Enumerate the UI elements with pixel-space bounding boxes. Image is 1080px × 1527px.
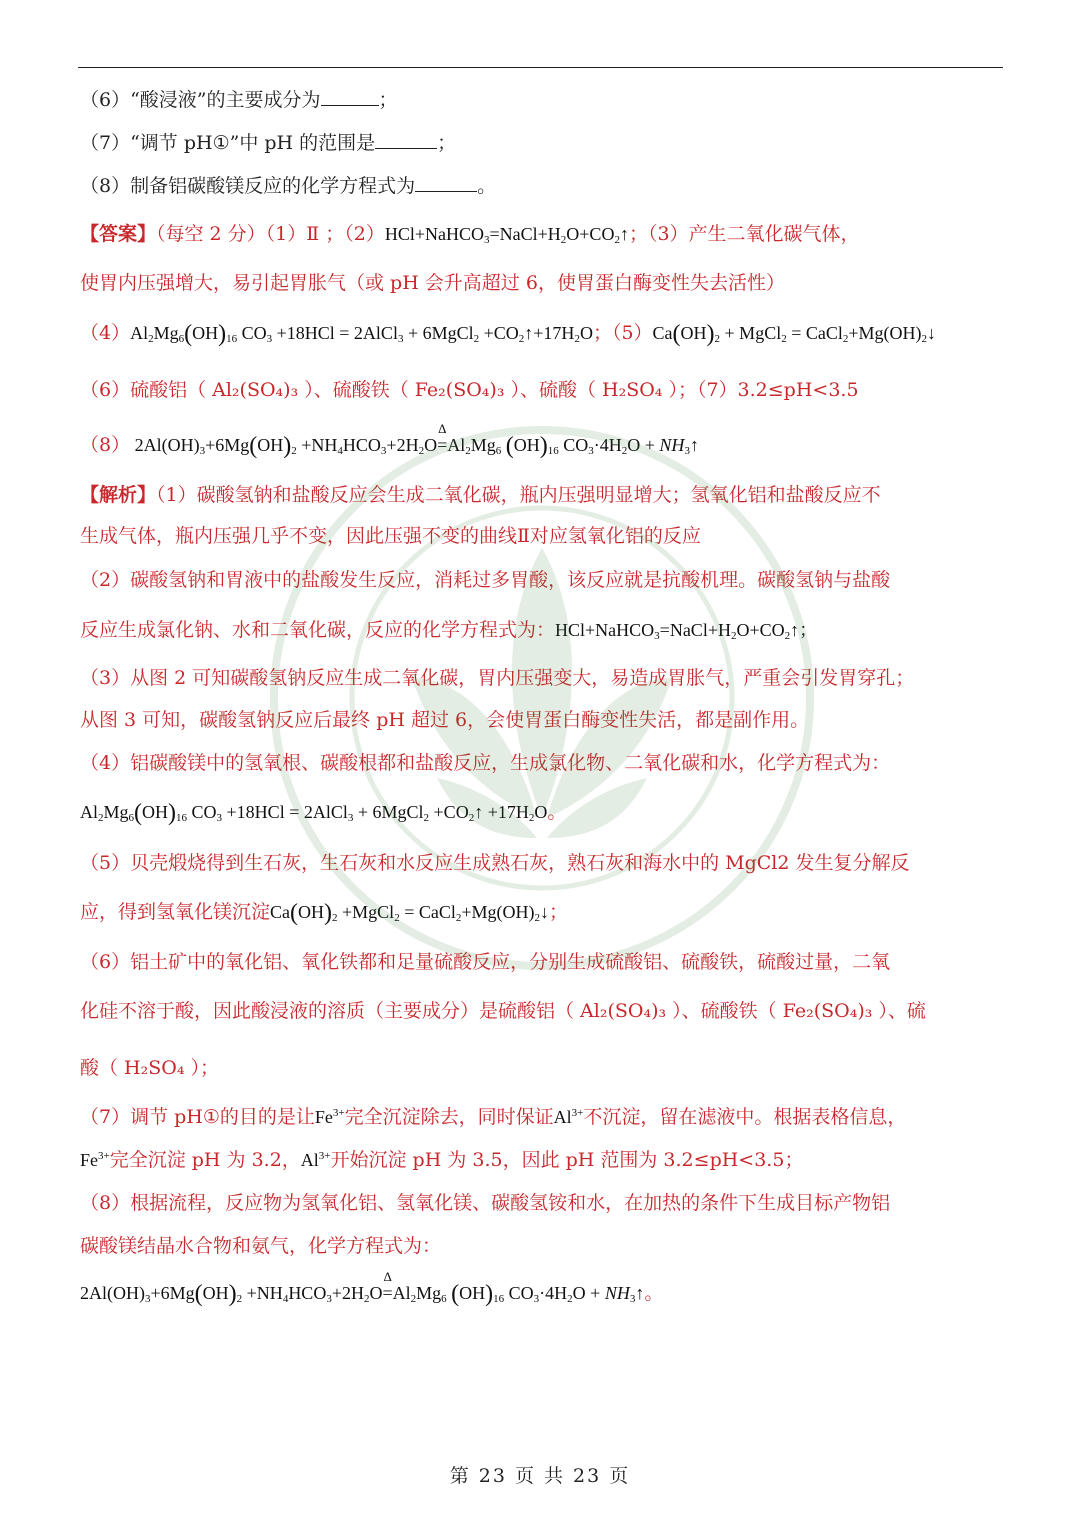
analysis-line-3: （2）碳酸氢钠和胃液中的盐酸发生反应，消耗过多胃酸，该反应就是抗酸机理。碳酸氢钠与盐酸 [80, 569, 891, 591]
ion-al3: $Al^{3+}$ [553, 1107, 584, 1127]
analysis-line-2: 生成气体，瓶内压强几乎不变，因此压强不变的曲线Ⅱ对应氢氧化铝的反应 [80, 525, 701, 547]
analysis-line-13: 酸（ H₂SO₄ ）； [80, 1057, 219, 1079]
analysis-line-6: 从图 3 可知，碳酸氢钠反应后最终 pH 超过 6，会使胃蛋白酶变性失活，都是副作用。 [80, 709, 810, 731]
question-6: （6）“酸浸液”的主要成分为 ； [80, 89, 398, 111]
analysis-line-14: （7）调节 pH①的目的是让$Fe^{3+}$完全沉淀除去，同时保证$Al^{3+}$不沉淀，留在滤液中。根据表格信息， [80, 1106, 907, 1128]
analysis-line-5: （3）从图 2 可知碳酸氢钠反应生成二氧化碳，胃内压强变大，易造成胃胀气，严重会引发胃穿孔； [80, 667, 915, 689]
answer-line-2: 使胃内压强增大，易引起胃胀气（或 pH 会升高超过 6，使胃蛋白酶变性失去活性） [80, 272, 785, 294]
answer-blank [415, 173, 477, 192]
analysis-line-17: 碳酸镁结晶水合物和氨气，化学方程式为： [80, 1235, 442, 1257]
analysis-line-15: $Fe^{3+}$完全沉淀 pH 为 3.2，$Al^{3+}$开始沉淀 pH 为 3.5，因此 pH 范围为 3.2≤pH<3.5； [80, 1149, 804, 1171]
answer-line-4: （6）硫酸铝（ Al₂(SO₄)₃ ）、硫酸铁（ Fe₂(SO₄)₃ ）、硫酸（ H₂SO₄ ）；（7）3.2≤pH<3.5 [80, 379, 859, 401]
answer-heading: 【答案】 [80, 223, 157, 245]
page-footer: 第 23 页 共 23 页 [449, 1465, 631, 1487]
answer-line-3: $(4)Al_2Mg_6(OH)_{16}$ $CO_3 +18HCl$ = 2AlCl$_3$ + 6MgCl$_2$ $+CO_2↑+17H_2O$；$(5)Ca(OH)_2$ + MgCl$_2$ = $CaCl_2+Mg(OH)_2↓$ [80, 321, 937, 347]
answer-blank [321, 87, 379, 106]
equation: $Ca(OH)_2$ + MgCl$_2$ = $CaCl_2+Mg(OH)_2↓$ [652, 321, 937, 347]
analysis-line-16: （8）根据流程，反应物为氢氧化铝、氢氧化镁、碳酸氢铵和水，在加热的条件下生成目标产物铝 [80, 1192, 891, 1214]
equation: $Al_2Mg_6(OH)_{16}$ $CO_3 +18HCl$ = 2AlCl$_3$ + 6MgCl$_2$ $+CO_2↑+17H_2O$ [130, 321, 593, 347]
answer-line-1: 【答案】（每空 2 分）（1）Ⅱ ；$(2)HCl+NaHCO_3=NaCl+H_2O+CO_2↑$；（3）产生二氧化碳气体， [80, 223, 860, 246]
equation: $2Al(OH)_3+6Mg(OH)_2 +NH_4HCO_3+2H_2O=$ Δ $Al_2Mg_6$ $(OH)_{16}$ $CO_3\cdot 4H_2O$ + $NH_3↑$ [130, 421, 699, 459]
header-rule [78, 67, 1003, 68]
question-8: （8）制备铝碳酸镁反应的化学方程式为 。 [80, 175, 497, 197]
analysis-line-10: 应，得到氢氧化镁沉淀$Ca(OH)_2$ +MgCl$_2$ = $CaCl_2+Mg(OH)_2↓$； [80, 900, 569, 926]
equation: $Al_2Mg_6(OH)_{16}$ $CO_3 +18HCl$ = 2AlCl$_3$ + 6MgCl$_2$ $+CO_2↑ +17H_2O$ [80, 800, 548, 826]
analysis-line-8: $Al_2Mg_6(OH)_{16}$ $CO_3 +18HCl$ = 2AlCl$_3$ + 6MgCl$_2$ $+CO_2↑ +17H_2O$。 [80, 800, 567, 826]
ion-fe3: $Fe^{3+}$ [314, 1107, 345, 1127]
answer-line-5: （8） $2Al(OH)_3+6Mg(OH)_2 +NH_4HCO_3+2H_2O=$ Δ $Al_2Mg_6$ $(OH)_{16}$ $CO_3\cdot 4H_2O$ + $NH_3↑$ [80, 421, 699, 459]
equation: $2Al(OH)_3+6Mg(OH)_2 +NH_4HCO_3+2H_2O=$ Δ $Al_2Mg_6$ $(OH)_{16}$ $CO_3\cdot 4H_2O$ + $NH_3↑$ [80, 1269, 645, 1307]
equation: $Ca(OH)_2$ +MgCl$_2$ = $CaCl_2+Mg(OH)_2↓$ [270, 900, 549, 926]
equation: $HCl+NaHCO_3=NaCl+H_2O+CO_2↑$； [555, 620, 818, 642]
question-7: （7）“调节 pH①”中 pH 的范围是 ； [80, 132, 457, 154]
analysis-line-4: 反应生成氯化钠、水和二氧化碳，反应的化学方程式为：$HCl+NaHCO_3=NaCl+H_2O+CO_2↑$； [80, 619, 818, 642]
analysis-line-18: $2Al(OH)_3+6Mg(OH)_2 +NH_4HCO_3+2H_2O=$ Δ $Al_2Mg_6$ $(OH)_{16}$ $CO_3\cdot 4H_2O$ + $NH_3↑$。 [80, 1269, 664, 1307]
analysis-line-1: 【解析】（1）碳酸氢钠和盐酸反应会生成二氧化碳，瓶内压强明显增大；氢氧化铝和盐酸反应不 [80, 484, 881, 506]
analysis-line-11: （6）铝土矿中的氧化铝、氧化铁都和足量硫酸反应，分别生成硫酸铝、硫酸铁，硫酸过量，二氧 [80, 951, 891, 973]
equation: $HCl+NaHCO_3=NaCl+H_2O+CO_2↑$ [384, 224, 629, 246]
answer-blank [375, 130, 437, 149]
analysis-heading: 【解析】 [80, 484, 157, 506]
analysis-line-7: （4）铝碳酸镁中的氢氧根、碳酸根都和盐酸反应，生成氯化物、二氧化碳和水，化学方程式为： [80, 752, 891, 774]
analysis-line-12: 化硅不溶于酸，因此酸浸液的溶质（主要成分）是硫酸铝（ Al₂(SO₄)₃ ）、硫酸铁（ Fe₂(SO₄)₃ ）、硫 [80, 1000, 926, 1022]
ion-al3: $Al^{3+}$ [300, 1150, 331, 1170]
ion-fe3: $Fe^{3+}$ [80, 1150, 110, 1170]
analysis-line-9: （5）贝壳煅烧得到生石灰，生石灰和水反应生成熟石灰，熟石灰和海水中的 MgCl2 发生复分解反 [80, 852, 910, 874]
